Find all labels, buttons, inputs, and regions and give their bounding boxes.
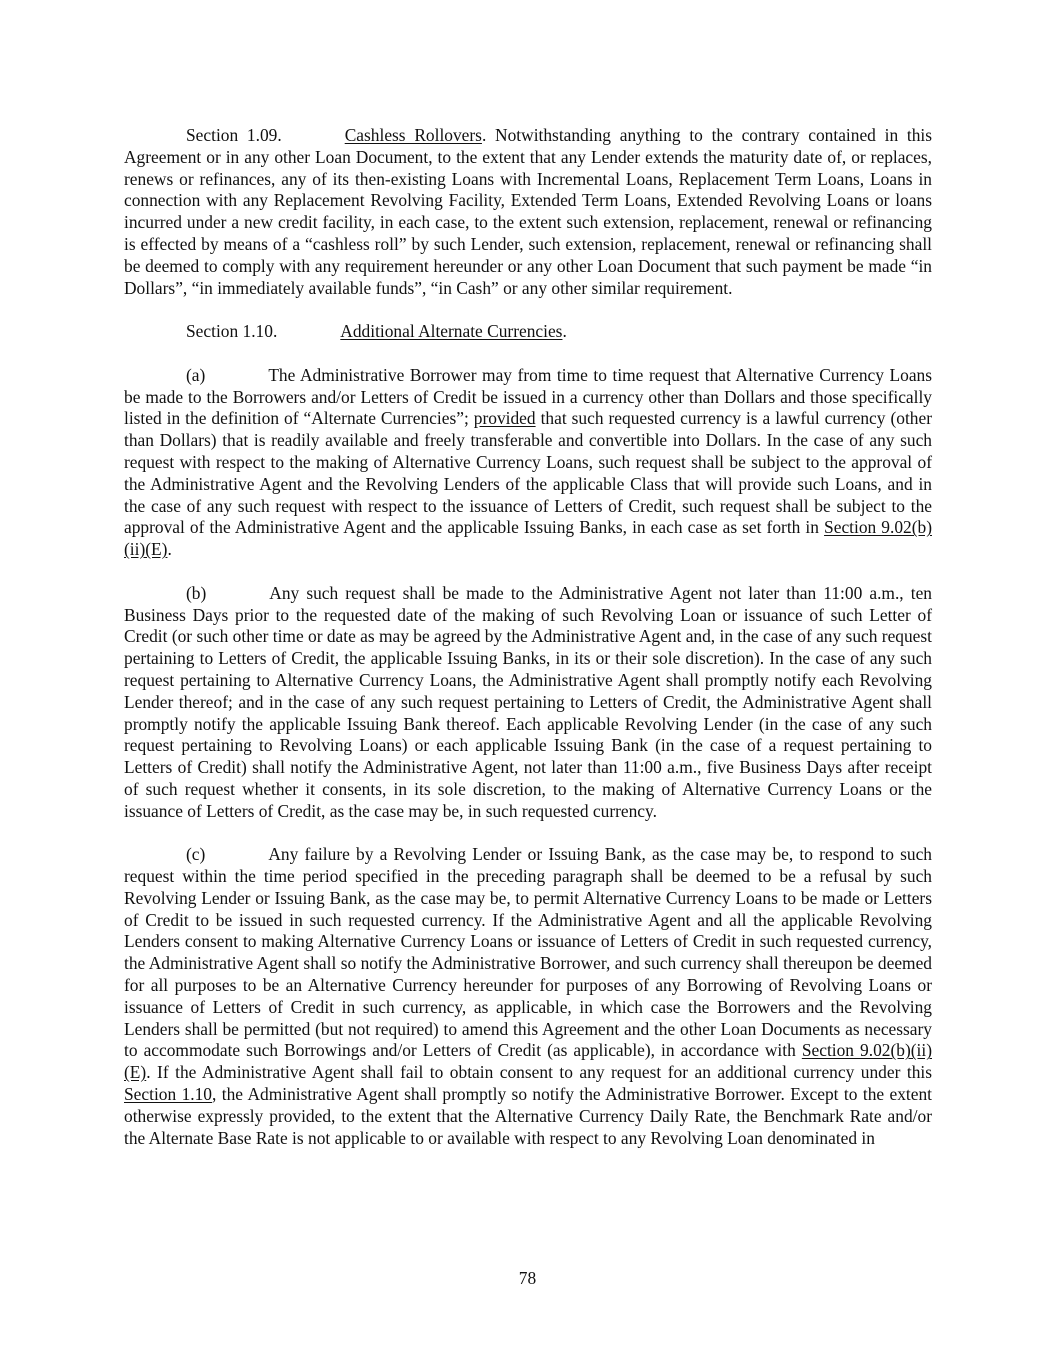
section-reference: Section 1.10 bbox=[124, 1084, 213, 1105]
section-1-10-heading: Section 1.10. Additional Alternate Currencies. bbox=[186, 321, 567, 342]
section-1-09-paragraph bbox=[124, 125, 932, 299]
paragraph-label: (c) bbox=[186, 844, 206, 865]
section-title: Cashless Rollovers bbox=[344, 125, 482, 145]
paragraph-label: (b) bbox=[186, 582, 207, 603]
paragraph-label: (a) bbox=[186, 364, 206, 385]
paragraph-a: (a) The Administrative Borrower may from time to time request that Alternative Currency Loans be made to the Borrowers and/or Letters of Credit be issued in a currency other than Dollars and those specifically listed in the definition of “Alternate Currencies”; provided that such requested currency is a lawful currency (other than Dollars) that is readily available and freely transferable and convertible into Dollars. In the case of any such request with respect to the making of Alternative Currency Loans, such request shall be subject to the approval of the Administrative Agent and the Revolving Lenders of the applicable Class that will provide such Loans, and in the case of any such request with respect to the issuance of Letters of Credit, such request shall be subject to the approval of the Administrative Agent and the applicable Issuing Banks, in each case as set forth in Section 9.02(b)(ii)(E). bbox=[124, 364, 932, 560]
page-body bbox=[124, 125, 932, 1149]
section-number: Section 1.09. bbox=[186, 125, 282, 145]
provided-term: provided bbox=[473, 408, 536, 429]
section-reference: Section 9.02(b)(ii)(E) bbox=[124, 1040, 932, 1083]
page-number: 78 bbox=[518, 1268, 537, 1288]
paragraph-c: (c) Any failure by a Revolving Lender or Issuing Bank, as the case may be, to respond to such request within the time period specified in the preceding paragraph shall be deemed to be a refusal by such Revolving Lender or Issuing Bank, as the case may be, to permit Alternative Currency Loans to be made or Letters of Credit to be issued in such requested currency. If the Administrative Agent and all the applicable Revolving Lenders consent to making Alternative Currency Loans or issuance of Letters of Credit in such requested currency, the Administrative Agent shall so notify the Administrative Borrower, and such currency shall thereupon be deemed for all purposes to be an Alternative Currency hereunder for purposes of any Borrowing of Revolving Loans or issuance of Letters of Credit in such currency, as applicable, in which case the Borrowers and the Revolving Lenders shall be permitted (but not required) to amend this Agreement and the other Loan Documents as necessary to accommodate such Borrowings and/or Letters of Credit (as applicable), in accordance with Section 9.02(b)(ii)(E). If the Administrative Agent shall fail to obtain consent to any request for an additional currency under this Section 1.10, the Administrative Agent shall promptly so notify the Administrative Borrower. Except to the extent otherwise expressly provided, to the extent that the Alternative Currency Daily Rate, the Benchmark Rate and/or the Alternate Base Rate is not applicable to or available with respect to any Revolving Loan denominated in bbox=[124, 844, 933, 1148]
section-number: Section 1.10. bbox=[186, 321, 278, 342]
section-title: Additional Alternate Currencies bbox=[340, 321, 563, 342]
section-reference: Section 9.02(b)(ii)(E) bbox=[124, 517, 932, 560]
paragraph-b: (b) Any such request shall be made to the Administrative Agent not later than 11:00 a.m., ten Business Days prior to the requested date of the making of such Revolving Loan or issuance of such Letter of Credit (or such other time or date as may be agreed by the Administrative Agent and, in the case of any such request pertaining to Letters of Credit, the applicable Issuing Banks, in its or their sole discretion). In the case of any such request pertaining to Alternative Currency Loans, the Administrative Agent shall promptly notify each Revolving Lender thereof; and in the case of any such request pertaining to Letters of Credit, the Administrative Agent shall promptly notify the applicable Issuing Bank thereof. Each applicable Revolving Lender (in the case of any such request pertaining to Revolving Loans) or each applicable Issuing Bank (in the case of a request pertaining to Letters of Credit) shall notify the Administrative Agent, not later than 11:00 a.m., five Business Days after receipt of such request whether it consents, in its sole discretion, to the making of Alternative Currency Loans or the issuance of Letters of Credit, as the case may be, in such requested currency. bbox=[124, 582, 932, 821]
section-body: . Notwithstanding anything to the contrary contained in this Agreement or in any other Loan Document, to the extent that any Lender extends the maturity date of, or replaces, renews or refinances, any of its then-existing Loans with Incremental Loans, Replacement Term Loans, Loans in connection with any Replacement Revolving Facility, Extended Term Loans, Extended Revolving Loans or loans incurred under a new credit facility, in each case, to the extent such extension, replacement, renewal or refinancing is effected by means of a “cashless roll” by such Lender, such extension, replacement, renewal or refinancing shall be deemed to comply with any requirement hereunder or any other Loan Document that such payment be made “in Dollars”, “in immediately available funds”, “in Cash” or any other similar requirement. bbox=[124, 125, 933, 298]
